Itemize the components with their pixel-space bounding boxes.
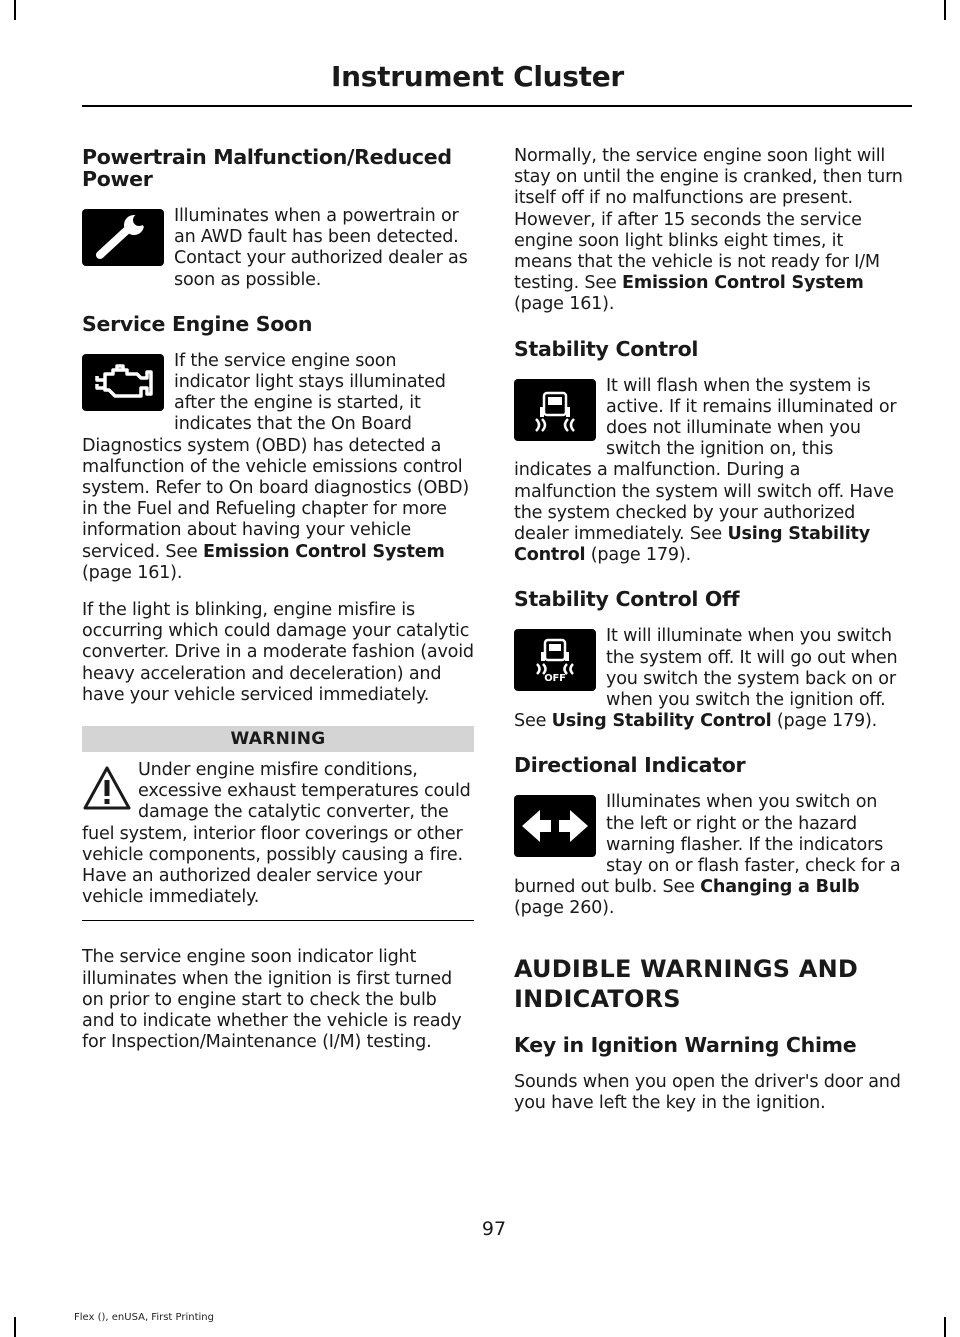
blinking-paragraph: If the light is blinking, engine misfire is occurring which could damage your catalytic converter. Drive in a moderate fashion (avoid heavy acceleration and deceleration) and have your vehicle serviced immediately.: [82, 600, 474, 705]
section-heading-key-in-ignition: Key in Ignition Warning Chime: [514, 1032, 857, 1057]
page-ref: (page 260).: [514, 898, 615, 919]
print-info: Flex (), enUSA, First Printing: [74, 1312, 214, 1323]
powertrain-paragraph: [82, 206, 474, 291]
page-ref: (page 161).: [82, 562, 183, 583]
crop-mark: [944, 0, 946, 20]
emission-control-link[interactable]: Emission Control System: [622, 273, 864, 294]
powertrain-text: Illuminates when a powertrain or an AWD fault has been detected. Contact your authorized dealer as soon as possible.: [174, 206, 468, 290]
crop-mark: [944, 1317, 946, 1337]
emission-control-link[interactable]: Emission Control System: [202, 541, 445, 562]
page-ref: (page 179).: [585, 545, 691, 566]
key-in-ignition-paragraph: Sounds when you open the driver's door and you have left the key in the ignition.: [514, 1071, 901, 1113]
section-heading-directional-indicator: Directional Indicator: [514, 753, 746, 778]
warning-title-bar: WARNING: [82, 726, 474, 752]
using-stability-control-link[interactable]: Using Stability Control: [514, 524, 871, 566]
directional-indicator-paragraph: [514, 792, 906, 919]
stability-control-off-text: It will illuminate when you switch the system off. It will go out when you switch the system back on or when you switch the ignition off. See: [514, 626, 898, 732]
stability-control-paragraph: [514, 376, 906, 567]
section-heading-stability-control: Stability Control: [514, 336, 699, 361]
warning-block: [82, 760, 474, 921]
header-rule: [82, 105, 912, 107]
stability-control-icon: [514, 379, 596, 441]
page-ref: (page 161).: [514, 294, 615, 315]
service-engine-paragraph: [82, 351, 474, 584]
changing-a-bulb-link[interactable]: Changing a Bulb: [700, 877, 860, 898]
left-column: [82, 146, 474, 1070]
directional-indicator-text: Illuminates when you switch on the left or right or the hazard warning flasher. If the indicators stay on or flash faster, check for a burned out bulb. See: [514, 792, 901, 898]
turn-signal-arrows-icon: [514, 795, 596, 857]
page-number: 97: [481, 1218, 507, 1240]
warning-text: Under engine misfire conditions, excessive exhaust temperatures could damage the catalytic converter, the fuel system, interior floor coverings or other vehicle components, possibly causing a fire. Have an authorized dealer service your vehicle immediately.: [82, 760, 471, 908]
stability-control-off-paragraph: [514, 626, 906, 732]
page-title: Instrument Cluster: [331, 60, 624, 93]
crop-mark: [14, 1317, 16, 1337]
wrench-icon: [82, 209, 164, 266]
stability-control-text: It will flash when the system is active. If it remains illuminated or does not illuminate when you switch the ignition on, this indicates a malfunction. During a malfunction the system will switch off. Have the system checked by your authorized dealer immediately. See: [514, 375, 897, 545]
service-engine-text: If the service engine soon indicator light stays illuminated after the engine is started, it indicates that the On Board Diagnostics system (OBD) has detected a malfunction of the vehicle emissions control system. Refer to On board diagnostics (OBD) in the Fuel and Refueling chapter for more information about having your vehicle serviced. See: [82, 350, 470, 562]
right-column: [514, 146, 906, 1130]
warning-section: [82, 726, 474, 921]
check-engine-icon: [82, 354, 164, 411]
section-heading-powertrain: Powertrain Malfunction/Reduced Power: [82, 145, 452, 191]
section-heading-stability-control-off: Stability Control Off: [514, 587, 740, 612]
using-stability-control-link[interactable]: Using Stability Control: [551, 711, 772, 732]
section-heading-audible-warnings: AUDIBLE WARNINGS AND INDICATORS: [514, 954, 858, 1013]
normal-text: Normally, the service engine soon light will stay on until the engine is cranked, then turn itself off if no malfunctions are present. However, if after 15 seconds the service engine soon light blinks eight times, it means that the vehicle is not ready for I/M testing. See: [514, 146, 903, 294]
off-label: OFF: [544, 673, 566, 685]
service-engine-check-paragraph: The service engine soon indicator light illuminates when the ignition is first turned on prior to engine start to check the bulb and to indicate whether the vehicle is ready for Inspection/Maintenance (I/M) testing.: [82, 947, 462, 1053]
stability-control-off-icon: [514, 629, 596, 691]
service-engine-normal-paragraph: [514, 146, 906, 316]
section-heading-service-engine: Service Engine Soon: [82, 311, 313, 336]
page-ref: (page 179).: [771, 711, 878, 732]
warning-triangle-icon: [82, 764, 132, 814]
crop-mark: [14, 0, 16, 20]
